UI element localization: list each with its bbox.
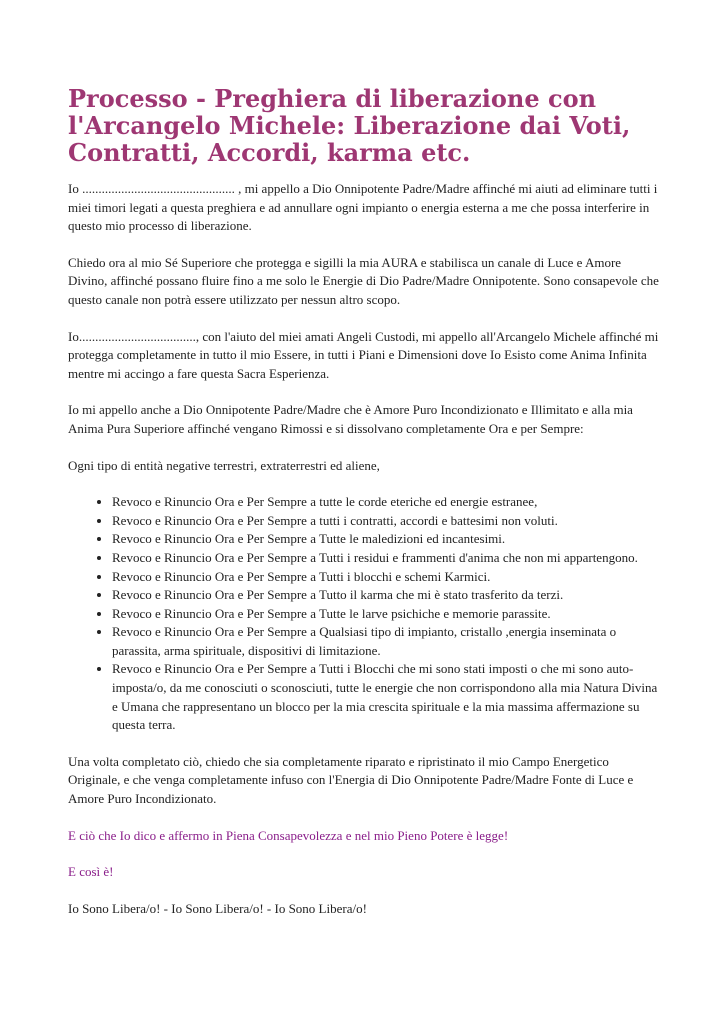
paragraph-appeal: Io mi appello anche a Dio Onnipotente Padre/Madre che è Amore Puro Incondizionato e Illimitato e alla mia Anima Pura Superiore affinché vengano Rimossi e si dissolvano completamente Ora e per Sempre:	[68, 402, 633, 436]
document-body	[68, 180, 660, 936]
revocation-list	[68, 493, 660, 735]
list-item: • Revoco e Rinuncio Ora e Per Sempre a tutte le corde eteriche ed energie estranee,	[112, 493, 660, 512]
paragraph-entities: Ogni tipo di entità negative terrestri, extraterrestri ed aliene,	[68, 457, 380, 473]
document-title: Processo - Preghiera di liberazione con l'Arcangelo Michele: Liberazione dai Voti, Contratti, Accordi, karma etc.	[68, 84, 631, 167]
list-item: • Revoco e Rinuncio Ora e Per Sempre a Tutte le maledizioni ed incantesimi.	[112, 530, 660, 549]
final-line: Io Sono Libera/o! - Io Sono Libera/o! - Io Sono Libera/o!	[68, 900, 367, 916]
list-item: • Revoco e Rinuncio Ora e Per Sempre a Qualsiasi tipo di impianto, cristallo ,energia inseminata o parassita, arma spirituale, dispositivi di limitazione.	[112, 623, 660, 660]
paragraph-archangel-michael: Io...................................., con l'aiuto del miei amati Angeli Custodi, mi appello all'Arcangelo Michele affinché mi protegga completamente in tutto il mio Essere, in tutti i Piani e Dimensioni dove Io Esisto come Anima Infinita mentre mi accingo a fare questa Sacra Esperienza.	[68, 328, 659, 381]
list-item: • Revoco e Rinuncio Ora e Per Sempre a Tutti i blocchi e schemi Karmici.	[112, 568, 660, 587]
list-item: • Revoco e Rinuncio Ora e Per Sempre a Tutti i Blocchi che mi sono stati imposti o che mi sono auto-imposta/o, da me conosciuti o sconosciuti, tutte le energie che non corrispondono alla mia Natura Divina e Umana che rappresentano un blocco per la mia crescita spirituale e la mia massima affermazione su questa terra.	[112, 660, 660, 734]
list-item: • Revoco e Rinuncio Ora e Per Sempre a Tutto il karma che mi è stato trasferito da terzi.	[112, 586, 660, 605]
list-item: • Revoco e Rinuncio Ora e Per Sempre a Tutti i residui e frammenti d'anima che non mi appartengono.	[112, 549, 660, 568]
list-item: • Revoco e Rinuncio Ora e Per Sempre a Tutte le larve psichiche e memorie parassite.	[112, 605, 660, 624]
so-be-it-line: E così è!	[68, 864, 114, 880]
affirmation-line: E ciò che Io dico e affermo in Piena Consapevolezza e nel mio Pieno Potere è legge!	[68, 827, 509, 843]
paragraph-closing: Una volta completato ciò, chiedo che sia completamente riparato e ripristinato il mio Campo Energetico Originale, e che venga completamente infuso con l'Energia di Dio Onnipotente Padre/Madre Fonte di Luce e Amore Puro Incondizionato.	[68, 753, 634, 807]
paragraph-invocation: Io ............................................... , mi appello a Dio Onnipotente Padre/Madre affinché mi aiuti ad eliminare tutti i miei timori legati a questa preghiera e ad annullare ogni impianto o energia esterna a me che possa interferire in questo mio processo di liberazione.	[68, 181, 658, 234]
list-item: • Revoco e Rinuncio Ora e Per Sempre a tutti i contratti, accordi e battesimi non voluti.	[112, 512, 660, 531]
paragraph-higher-self: Chiedo ora al mio Sé Superiore che protegga e sigilli la mia AURA e stabilisca un canale di Luce e Amore Divino, affinché possano fluire fino a me solo le Energie di Dio Padre/Madre Onnipotente. Sono consapevole che questo canale non potrà essere utilizzato per nessun altro scopo.	[68, 254, 659, 307]
